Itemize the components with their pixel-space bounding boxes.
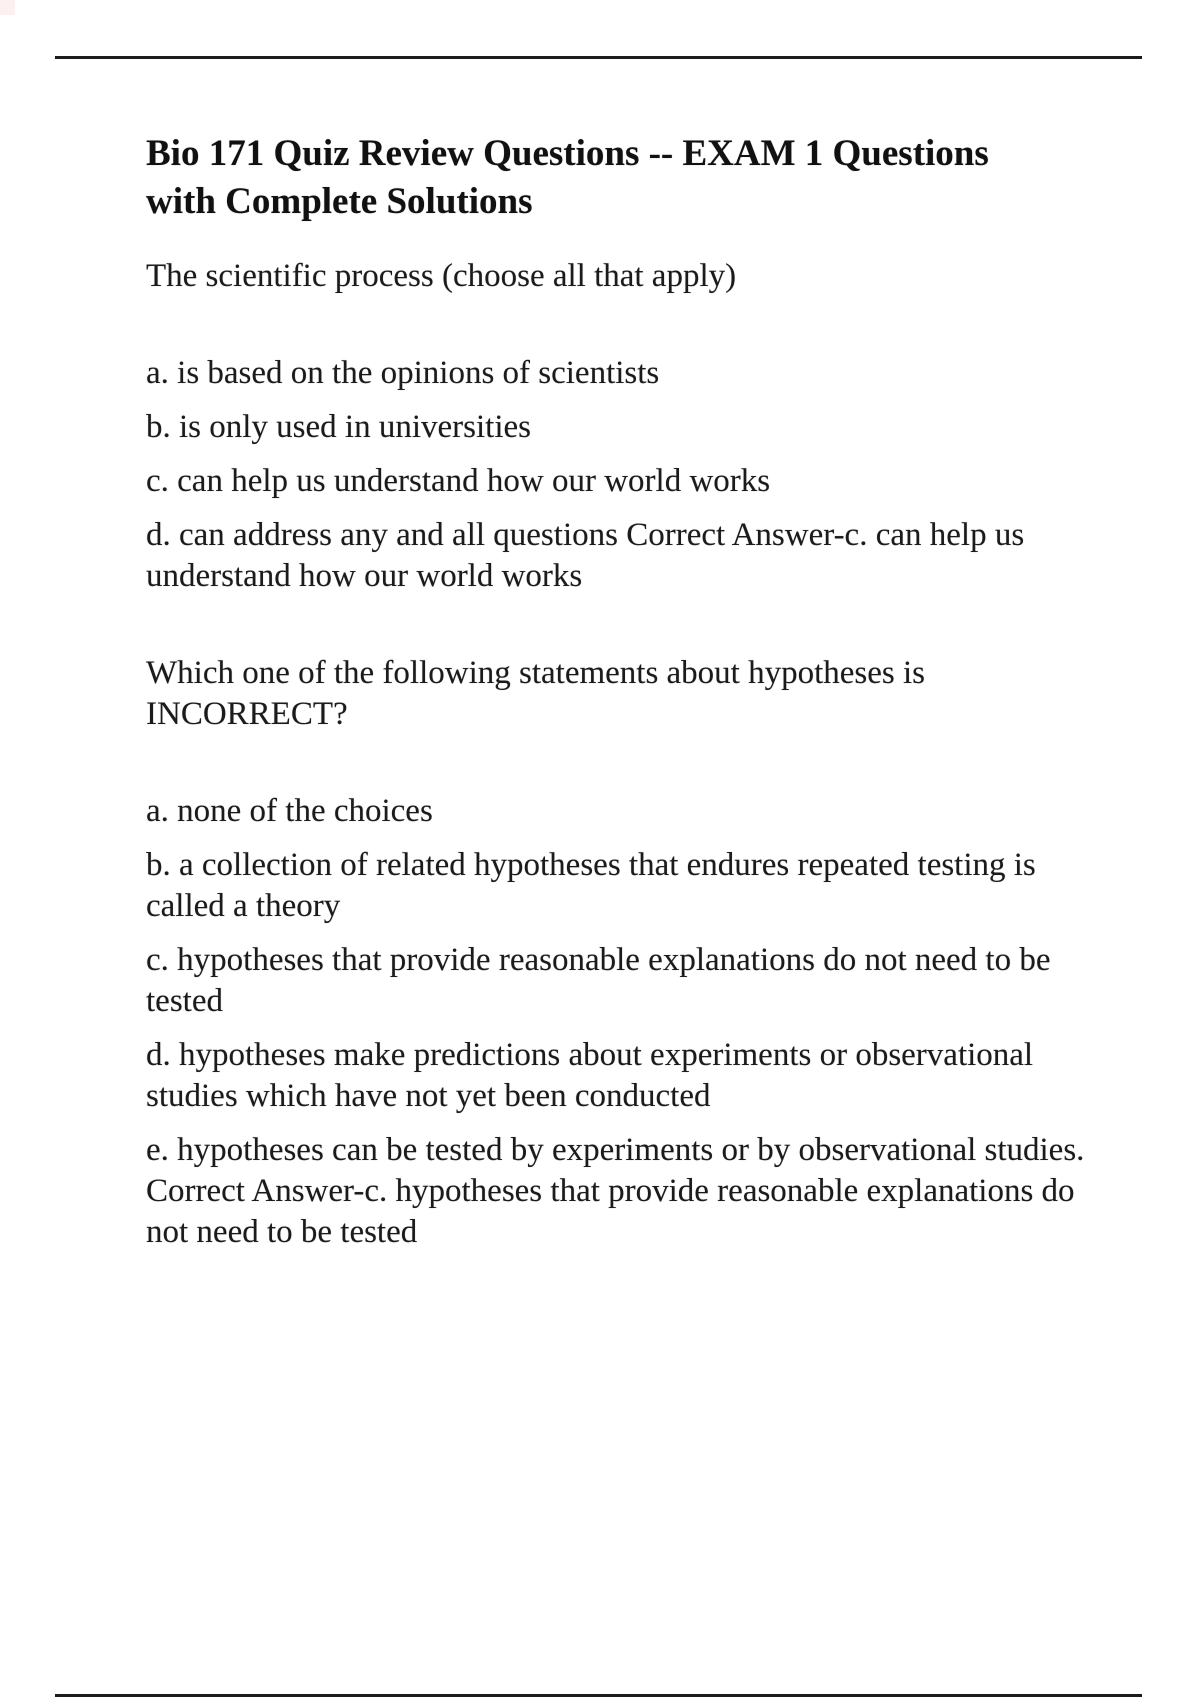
prompt-line: Which one of the following statements about hypotheses is — [146, 655, 926, 691]
option-line: called a theory — [146, 888, 341, 924]
option-line: tested — [146, 983, 223, 1019]
question-1-prompt — [146, 256, 1146, 297]
question-2-option-d — [146, 1035, 1146, 1117]
prompt-line: INCORRECT? — [146, 696, 348, 732]
title-line: with Complete Solutions — [146, 181, 533, 222]
option-line: b. a collection of related hypotheses that endures repeated testing is — [146, 847, 1036, 883]
bottom-rule — [55, 1694, 1142, 1697]
prompt-line: The scientific process (choose all that apply) — [146, 258, 737, 294]
option-line: d. hypotheses make predictions about experiments or observational — [146, 1037, 1034, 1073]
document-title — [146, 130, 1146, 226]
question-1-option-a — [146, 353, 1146, 394]
option-line: understand how our world works — [146, 558, 583, 594]
option-line: d. can address any and all questions Correct Answer-c. can help us — [146, 517, 1025, 553]
question-2-prompt — [146, 653, 1146, 735]
option-line: not need to be tested — [146, 1214, 418, 1250]
question-1-option-c — [146, 461, 1146, 502]
question-2-option-a — [146, 791, 1146, 832]
question-block-2 — [146, 653, 1146, 1253]
question-1-option-b — [146, 407, 1146, 448]
question-block-1 — [146, 256, 1146, 597]
option-line: a. is based on the opinions of scientists — [146, 355, 660, 391]
top-rule — [55, 56, 1142, 59]
scan-corner-artifact — [0, 0, 15, 15]
question-1-option-d — [146, 515, 1146, 597]
question-2-option-e — [146, 1130, 1146, 1253]
option-line: c. hypotheses that provide reasonable explanations do not need to be — [146, 942, 1051, 978]
option-line: b. is only used in universities — [146, 409, 531, 445]
option-line: e. hypotheses can be tested by experiments or by observational studies. — [146, 1132, 1085, 1168]
option-line: a. none of the choices — [146, 793, 433, 829]
question-2-option-b — [146, 845, 1146, 927]
option-line: studies which have not yet been conducted — [146, 1078, 711, 1114]
question-2-option-c — [146, 940, 1146, 1022]
option-line: Correct Answer-c. hypotheses that provide reasonable explanations do — [146, 1173, 1075, 1209]
document-page — [146, 130, 1146, 1266]
title-line: Bio 171 Quiz Review Questions -- EXAM 1 Questions — [146, 133, 989, 174]
option-line: c. can help us understand how our world works — [146, 463, 771, 499]
